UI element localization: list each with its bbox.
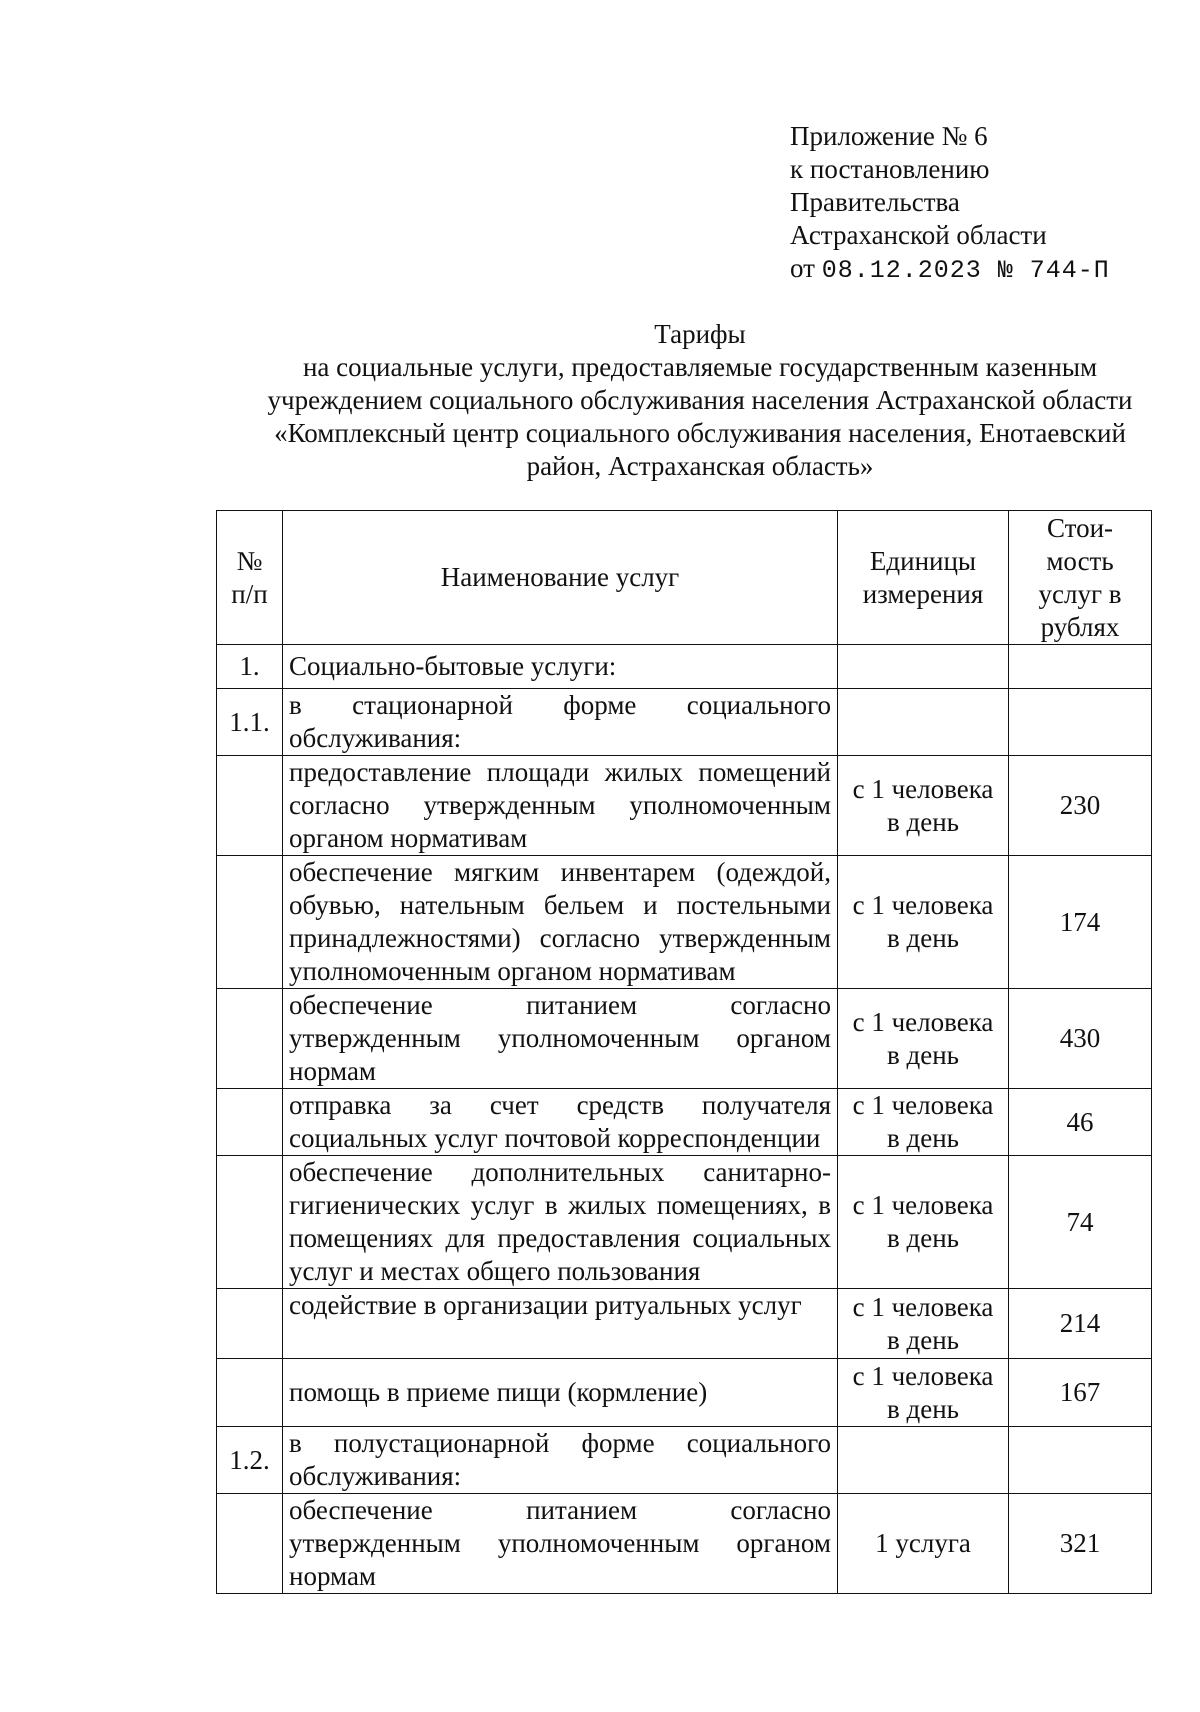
cell-num <box>217 856 283 989</box>
cell-cost: 430 <box>1009 989 1152 1089</box>
cell-cost: 214 <box>1009 1289 1152 1359</box>
cell-unit: с 1 человека в день <box>838 1289 1009 1359</box>
cell-num <box>217 989 283 1089</box>
table-row <box>217 1359 1152 1427</box>
tariffs-table <box>216 510 1152 1594</box>
cell-unit: с 1 человека в день <box>838 1156 1009 1289</box>
cell-cost: 321 <box>1009 1494 1152 1594</box>
cell-num <box>217 756 283 856</box>
cell-cost <box>1009 689 1152 756</box>
table-row <box>217 1089 1152 1156</box>
cell-num <box>217 1089 283 1156</box>
table-row <box>217 856 1152 989</box>
cell-unit: с 1 человека в день <box>838 989 1009 1089</box>
header-cost: Стои-мость услуг в рублях <box>1009 511 1152 645</box>
header-num: № п/п <box>217 511 283 645</box>
cell-num: 1. <box>217 645 283 689</box>
cell-name: в полустационарной форме социального обслуживания: <box>283 1427 838 1494</box>
cell-name: Социально-бытовые услуги: <box>283 645 838 689</box>
cell-num <box>217 1359 283 1427</box>
appendix-line: Правительства <box>790 187 960 217</box>
cell-name: отправка за счет средств получателя социальных услуг почтовой корреспонденции <box>283 1089 838 1156</box>
cell-cost: 46 <box>1009 1089 1152 1156</box>
cell-name: обеспечение питанием согласно утвержденным уполномоченным органом нормам <box>283 1494 838 1594</box>
table-row <box>217 1427 1152 1494</box>
appendix-line: Приложение № 6 <box>790 121 988 151</box>
appendix-line: Астраханской области <box>790 220 1047 250</box>
cell-name: обеспечение питанием согласно утвержденным уполномоченным органом нормам <box>283 989 838 1089</box>
cell-unit <box>838 1427 1009 1494</box>
title-line: на социальные услуги, предоставляемые государственным казенным <box>302 352 1098 382</box>
appendix-line: к постановлению <box>790 154 990 184</box>
cell-name: обеспечение дополнительных санитарно-гигиенических услуг в жилых помещениях, в помещениях для предоставления социальных услуг и местах общего пользования <box>283 1156 838 1289</box>
cell-cost: 167 <box>1009 1359 1152 1427</box>
cell-num <box>217 1289 283 1359</box>
table-row <box>217 1494 1152 1594</box>
cell-num: 1.2. <box>217 1427 283 1494</box>
appendix-block <box>790 120 1110 287</box>
cell-name: предоставление площади жилых помещений согласно утвержденным уполномоченным органом нормативам <box>283 756 838 856</box>
cell-unit: с 1 человека в день <box>838 1359 1009 1427</box>
table-row <box>217 1156 1152 1289</box>
cell-name: обеспечение мягким инвентарем (одеждой, обувью, нательным бельем и постельными принадлежностями) согласно утвержденным уполномоченным органом нормативам <box>283 856 838 989</box>
table-header-row <box>217 511 1152 645</box>
table-row <box>217 689 1152 756</box>
cell-unit: с 1 человека в день <box>838 856 1009 989</box>
cell-unit <box>838 689 1009 756</box>
cell-name: содействие в организации ритуальных услуг <box>283 1289 838 1359</box>
cell-name: помощь в приеме пищи (кормление) <box>283 1359 838 1427</box>
title-line: «Комплексный центр социального обслуживания населения, Енотаевский <box>274 418 1126 448</box>
header-name: Наименование услуг <box>283 511 838 645</box>
cell-unit: с 1 человека в день <box>838 756 1009 856</box>
document-title <box>200 318 1200 483</box>
appendix-date-line <box>790 252 1110 287</box>
document-date-number: 08.12.2023 № 744-П <box>821 256 1110 285</box>
cell-cost <box>1009 1427 1152 1494</box>
cell-num <box>217 1156 283 1289</box>
table-row <box>217 989 1152 1089</box>
cell-cost <box>1009 645 1152 689</box>
table-row <box>217 756 1152 856</box>
cell-cost: 174 <box>1009 856 1152 989</box>
cell-name: в стационарной форме социального обслуживания: <box>283 689 838 756</box>
cell-unit: с 1 человека в день <box>838 1089 1009 1156</box>
appendix-date-prefix: от <box>790 253 815 283</box>
title-line: учреждением социального обслуживания населения Астраханской области <box>267 385 1133 415</box>
title-heading: Тарифы <box>654 319 746 349</box>
cell-num: 1.1. <box>217 689 283 756</box>
title-line: район, Астраханская область» <box>526 451 874 481</box>
cell-unit <box>838 645 1009 689</box>
table-row <box>217 1289 1152 1359</box>
header-unit: Единицы измерения <box>838 511 1009 645</box>
cell-cost: 230 <box>1009 756 1152 856</box>
cell-cost: 74 <box>1009 1156 1152 1289</box>
cell-unit: 1 услуга <box>838 1494 1009 1594</box>
table-row <box>217 645 1152 689</box>
cell-num <box>217 1494 283 1594</box>
